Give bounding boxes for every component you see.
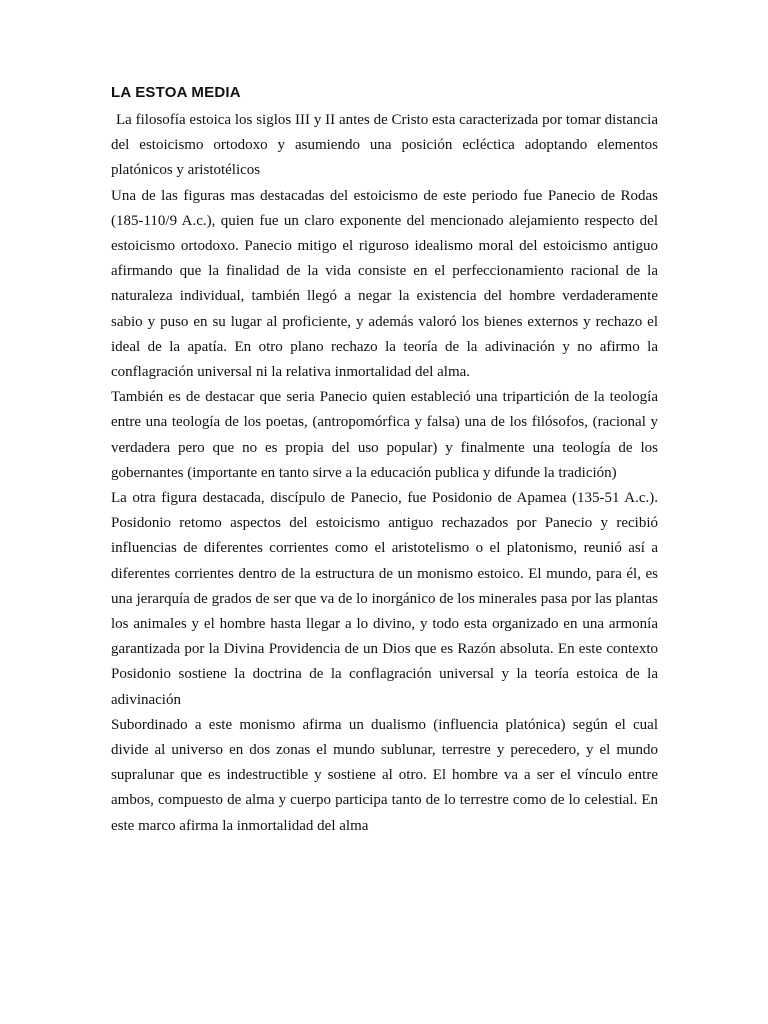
paragraph-3: También es de destacar que seria Panecio quien estableció una tripartición de la teología entre una teología de los poetas, (antropomórfica y falsa) una de los filósofos, (racional y verdadera pero que no es propia del uso popular) y finalmente una teología de los gobernantes (importante en tanto sirve a la educación publica y difunde la tradición) [111,389,658,481]
paragraph-2: Una de las figuras mas destacadas del estoicismo de este periodo fue Panecio de Rodas (185-110/9 A.c.), quien fue un claro exponente del mencionado alejamiento respecto del estoicismo ortodoxo. Panecio mitigo el riguroso idealismo moral del estoicismo antiguo afirmando que la finalidad de la vida consiste en el perfeccionamiento racional de la naturaleza individual, también llegó a negar la existencia del hombre verdaderamente sabio y puso en su lugar al proficiente, y además valoró los bienes externos y rechazo el ideal de la apatía. En otro plano rechazo la teoría de la adivinación y no afirmo la conflagración universal ni la relativa inmortalidad del alma. [111,187,658,381]
paragraph-4: La otra figura destacada, discípulo de Panecio, fue Posidonio de Apamea (135-51 A.c.). Posidonio retomo aspectos del estoicismo antiguo rechazados por Panecio y recibió influencias de diferentes corrientes como el aristotelismo o el platonismo, reunió así a diferentes corrientes dentro de la estructura de un monismo estoico. El mundo, para él, es una jerarquía de grados de ser que va de lo inorgánico de los minerales pasa por las plantas los animales y el hombre hasta llegar a lo divino, y todo esta organizado en una armonía garantizada por la Divina Providencia de un Dios que es Razón absoluta. En este contexto Posidonio sostiene la doctrina de la conflagración universal y la teoría estoica de la adivinación [111,490,658,708]
document-body [111,108,658,839]
document-title: LA ESTOA MEDIA [111,84,241,101]
paragraph-5: Subordinado a este monismo afirma un dualismo (influencia platónica) según el cual divide al universo en dos zonas el mundo sublunar, terrestre y perecedero, y el mundo supralunar que es indestructible y sostiene al otro. El hombre va a ser el vínculo entre ambos, compuesto de alma y cuerpo participa tanto de lo terrestre como de lo celestial. En este marco afirma la inmortalidad del alma [111,716,658,834]
paragraph-1: La filosofía estoica los siglos III y II antes de Cristo esta caracterizada por tomar distancia del estoicismo ortodoxo y asumiendo una posición ecléctica adoptando elementos platónicos y aristotélicos [111,112,658,179]
